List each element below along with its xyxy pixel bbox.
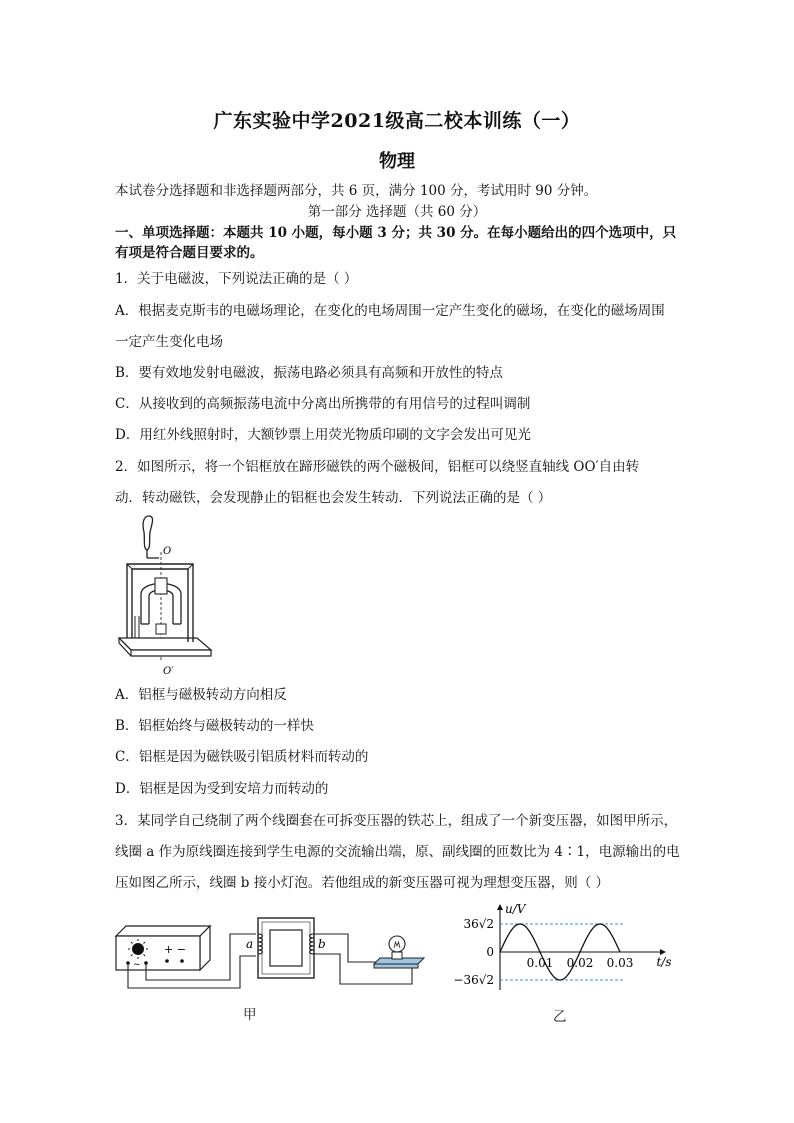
q3-transformer-figure bbox=[112, 912, 432, 996]
q2-stem-line-1: 2．如图所示，将一个铝框放在蹄形磁铁的两个磁极间，铝框可以绕竖直轴线 OO′自由转 bbox=[115, 459, 640, 475]
section-title: 第一部分 选择题（共 60 分） bbox=[307, 204, 487, 220]
power-ac-label: ~ bbox=[133, 960, 141, 970]
exam-title: 广东实验中学2021级高二校本训练（一） bbox=[213, 110, 581, 132]
voltage-time-chart bbox=[448, 900, 672, 996]
q1-option-a-line-2: 一定产生变化电场 bbox=[115, 334, 223, 350]
power-plus-minus-label: + − bbox=[164, 943, 186, 956]
chart-y-tick-max: 36√2 bbox=[463, 917, 494, 931]
chart-x-label: t/s bbox=[656, 955, 672, 969]
coil-a-label: a bbox=[246, 937, 254, 951]
q2-option-b: B．铝框始终与磁极转动的一样快 bbox=[115, 718, 314, 734]
q2-magnet-figure bbox=[115, 512, 225, 680]
q2-option-a: A．铝框与磁极转动方向相反 bbox=[115, 687, 287, 703]
part-heading-line-1: 一、单项选择题：本题共 10 小题，每小题 3 分；共 30 分。在每小题给出的四个选项中，只 bbox=[115, 225, 677, 241]
chart-x-tick-2: 0.02 bbox=[566, 956, 594, 970]
q1-option-d: D．用红外线照射时，大额钞票上用荧光物质印刷的文字会发出可见光 bbox=[115, 427, 531, 443]
q2-option-d: D．铝框是因为受到安培力而转动的 bbox=[115, 781, 329, 797]
chart-x-tick-3: 0.03 bbox=[606, 956, 634, 970]
chart-y-label: u/V bbox=[505, 902, 526, 916]
q3-stem-line-3: 压如图乙所示，线圈 b 接小灯泡。若他组成的新变压器可视为理想变压器，则（ ） bbox=[115, 875, 610, 891]
subject-title: 物理 bbox=[379, 151, 415, 172]
q2-stem-line-2: 动．转动磁铁，会发现静止的铝框也会发生转动．下列说法正确的是（ ） bbox=[115, 490, 552, 506]
q3-stem-line-2: 线圈 a 作为原线圈连接到学生电源的交流输出端，原、副线圈的匝数比为 4∶1，电源输出的电 bbox=[115, 844, 680, 860]
chart-x-tick-1: 0.01 bbox=[526, 956, 554, 970]
chart-y-tick-zero: 0 bbox=[486, 945, 494, 959]
q1-option-b: B．要有效地发射电磁波，振荡电路必须具有高频和开放性的特点 bbox=[115, 365, 503, 381]
coil-b-label: b bbox=[318, 937, 326, 951]
power-knob-icon bbox=[132, 943, 144, 955]
part-heading-line-2: 有项是符合题目要求的。 bbox=[115, 245, 264, 261]
q2-axis-bottom-label: O′ bbox=[163, 666, 174, 677]
chart-y-axis-arrow bbox=[497, 904, 503, 910]
light-bulb-icon bbox=[389, 936, 405, 952]
q1-stem: 1．关于电磁波，下列说法正确的是（ ） bbox=[115, 271, 358, 287]
figure-jia-caption: 甲 bbox=[243, 1007, 257, 1023]
q2-option-c: C．铝框是因为磁铁吸引铝质材料而转动的 bbox=[115, 749, 369, 765]
q3-stem-line-1: 3．某同学自己绕制了两个线圈套在可拆变压器的铁芯上，组成了一个新变压器，如图甲所示， bbox=[115, 813, 678, 829]
figure-yi-caption: 乙 bbox=[553, 1009, 567, 1025]
chart-y-tick-min: −36√2 bbox=[453, 973, 494, 987]
q1-option-a-line-1: A．根据麦克斯韦的电磁场理论，在变化的电场周围一定产生变化的磁场，在变化的磁场周围 bbox=[115, 303, 665, 319]
exam-instructions: 本试卷分选择题和非选择题两部分，共 6 页，满分 100 分，考试用时 90 分钟。 bbox=[115, 183, 598, 199]
q1-option-c: C．从接收到的高频振荡电流中分离出所携带的有用信号的过程叫调制 bbox=[115, 396, 531, 412]
q2-axis-top-label: O bbox=[163, 546, 172, 557]
